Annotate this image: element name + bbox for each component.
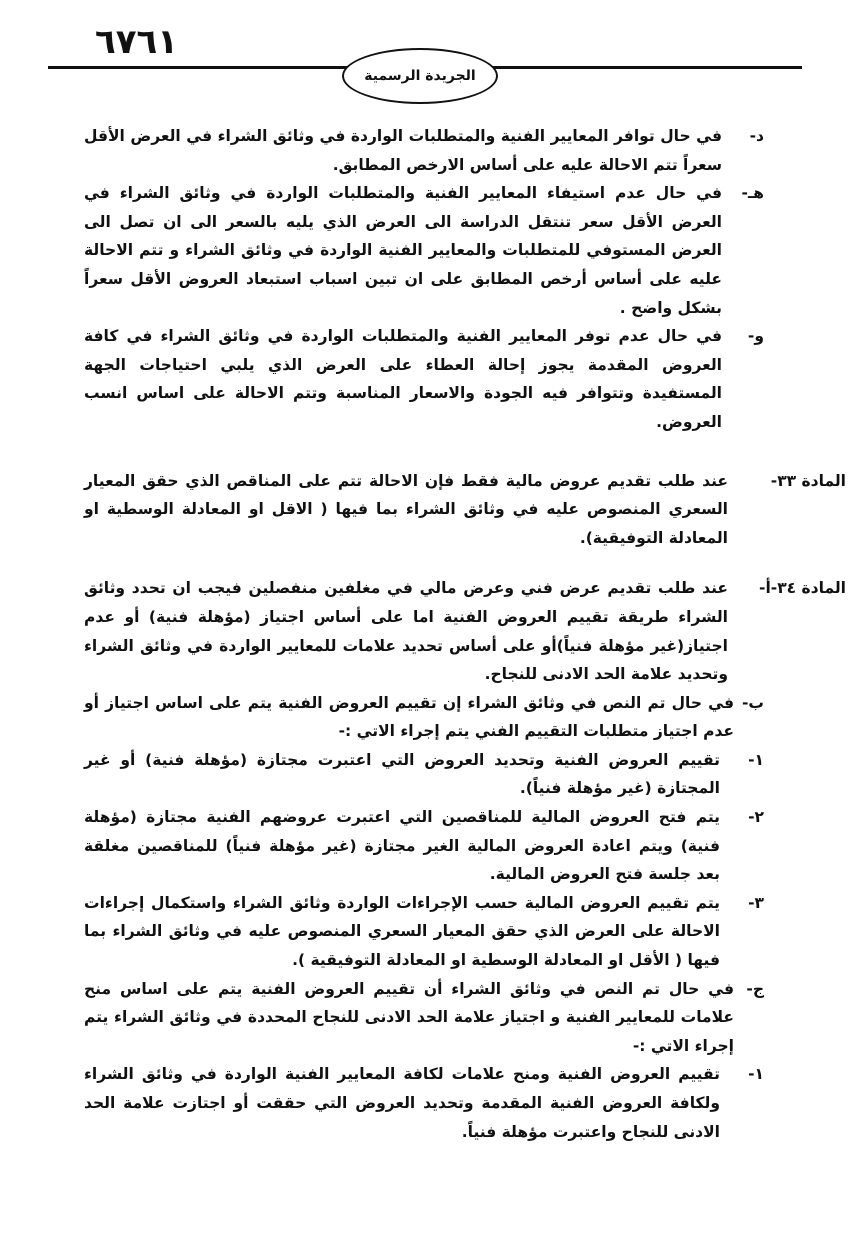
spacer <box>84 437 764 467</box>
clause-marker: ب- <box>741 693 764 712</box>
clause-h <box>84 179 764 322</box>
page-number: ٦٧٦١ <box>95 22 179 62</box>
clause-d <box>84 122 764 179</box>
step-text: تقييم العروض الفنية ومنح علامات لكافة المعايير الفنية الواردة في وثائق الشراء ولكافة العروض الفنية المقدمة وتحديد العروض التي حققت أو اجتازت علامة الحد الادنى للنجاح واعتبرت مؤهلة فنياً. <box>84 1065 720 1141</box>
clause-b-step-2 <box>84 803 764 889</box>
clause-w <box>84 322 764 436</box>
clause-text: في حال عدم توفر المعايير الفنية والمتطلبات الواردة في وثائق الشراء في كافة العروض المقدمة يجوز إحالة العطاء على العرض الذي يلبي احتياجات الجهة المستفيدة وتتوافر فيه الجودة والاسعار المناسبة وتتم الاحالة على اساس انسب العروض. <box>84 327 722 431</box>
step-marker: ١- <box>748 1065 764 1084</box>
gazette-title: الجريدة الرسمية <box>364 68 476 84</box>
clause-text: في حال توافر المعايير الفنية والمتطلبات الواردة في وثائق الشراء في العرض الأقل سعراً تتم الاحالة عليه على أساس الارخص المطابق. <box>84 127 722 174</box>
clause-c <box>84 975 764 1061</box>
spacer <box>84 552 764 574</box>
step-text: تقييم العروض الفنية وتحديد العروض التي اعتبرت مجتازة (مؤهلة فنية) أو غير المجتازة (غير مؤهلة فنياً). <box>84 750 720 798</box>
clause-marker: و- <box>747 327 764 346</box>
article-text: عند طلب تقديم عروض مالية فقط فإن الاحالة تتم على المناقص الذي حقق المعيار السعري المنصوص عليه في وثائق الشراء بما فيها ( الاقل او المعادلة الوسطية او المعادلة التوفيقية). <box>84 471 728 547</box>
step-text: يتم تقييم العروض المالية حسب الإجراءات الواردة وثائق الشراء واستكمال إجراءات الاحالة على العرض الذي حقق المعيار السعري المنصوص عليه في وثائق الشراء بما فيها ( الأقل او المعادلة الوسطية او المعادلة التوفيقية ). <box>84 893 720 970</box>
clause-text: في حال عدم استيفاء المعايير الفنية والمتطلبات الواردة في وثائق الشراء في العرض الأقل سعر تنتقل الدراسة الى العرض الذي يليه بالسعر الى ان تصل الى العرض المستوفي للمتطلبات والمعايير الفنية الواردة في وثائق الشراء و تتم الاحالة عليه على أساس أرخص المطابق على ان تبين اسباب استبعاد العروض الأقل سعراً بشكل واضح . <box>84 184 722 317</box>
clause-text: في حال تم النص في وثائق الشراء أن تقييم العروض الفنية يتم على اساس منح علامات للمعايير الفنية و اجتياز علامة الحد الادنى للنجاح المحددة في وثائق الشراء يتم إجراء الاتي :- <box>84 979 734 1055</box>
article-label: المادة ٣٣- <box>770 471 846 490</box>
gazette-title-oval <box>342 48 498 104</box>
clause-marker: د- <box>749 127 764 145</box>
clause-b-step-3 <box>84 889 764 975</box>
step-text: يتم فتح العروض المالية للمناقصين التي اعتبرت عروضهم الفنية مجتازة (مؤهلة فنية) ويتم اعادة العروض المالية الغير مجتازة (غير مؤهلة فنياً) للمناقصين مغلقة بعد جلسة فتح العروض المالية. <box>84 808 720 884</box>
step-marker: ١- <box>748 750 764 769</box>
step-marker: ٢- <box>748 808 764 827</box>
clause-marker: ج- <box>746 979 764 998</box>
step-marker: ٣- <box>748 893 764 912</box>
article-33 <box>84 467 846 553</box>
article-34 <box>84 574 846 688</box>
clause-b-step-1 <box>84 746 764 803</box>
document-body <box>84 122 846 1146</box>
clause-c-step-1 <box>84 1060 764 1146</box>
clause-b <box>84 689 764 746</box>
clause-text: في حال تم النص في وثائق الشراء إن تقييم العروض الفنية يتم على اساس اجتياز أو عدم اجتياز متطلبات التقييم الفني يتم إجراء الاتي :- <box>84 693 734 741</box>
article-text: عند طلب تقديم عرض فني وعرض مالي في مغلفين منفصلين فيجب ان تحدد وثائق الشراء طريقة تقييم العروض الفنية اما على أساس اجتياز (مؤهلة فنية) أو عدم اجتياز(غير مؤهلة فنياً)أو على أساس تحديد علامات للمعايير الواردة في وثائق الشراء وتحديد علامة الحد الادنى للنجاح. <box>84 579 728 684</box>
article-label: المادة ٣٤-أ- <box>759 579 846 598</box>
clause-marker: هـ- <box>741 184 764 203</box>
